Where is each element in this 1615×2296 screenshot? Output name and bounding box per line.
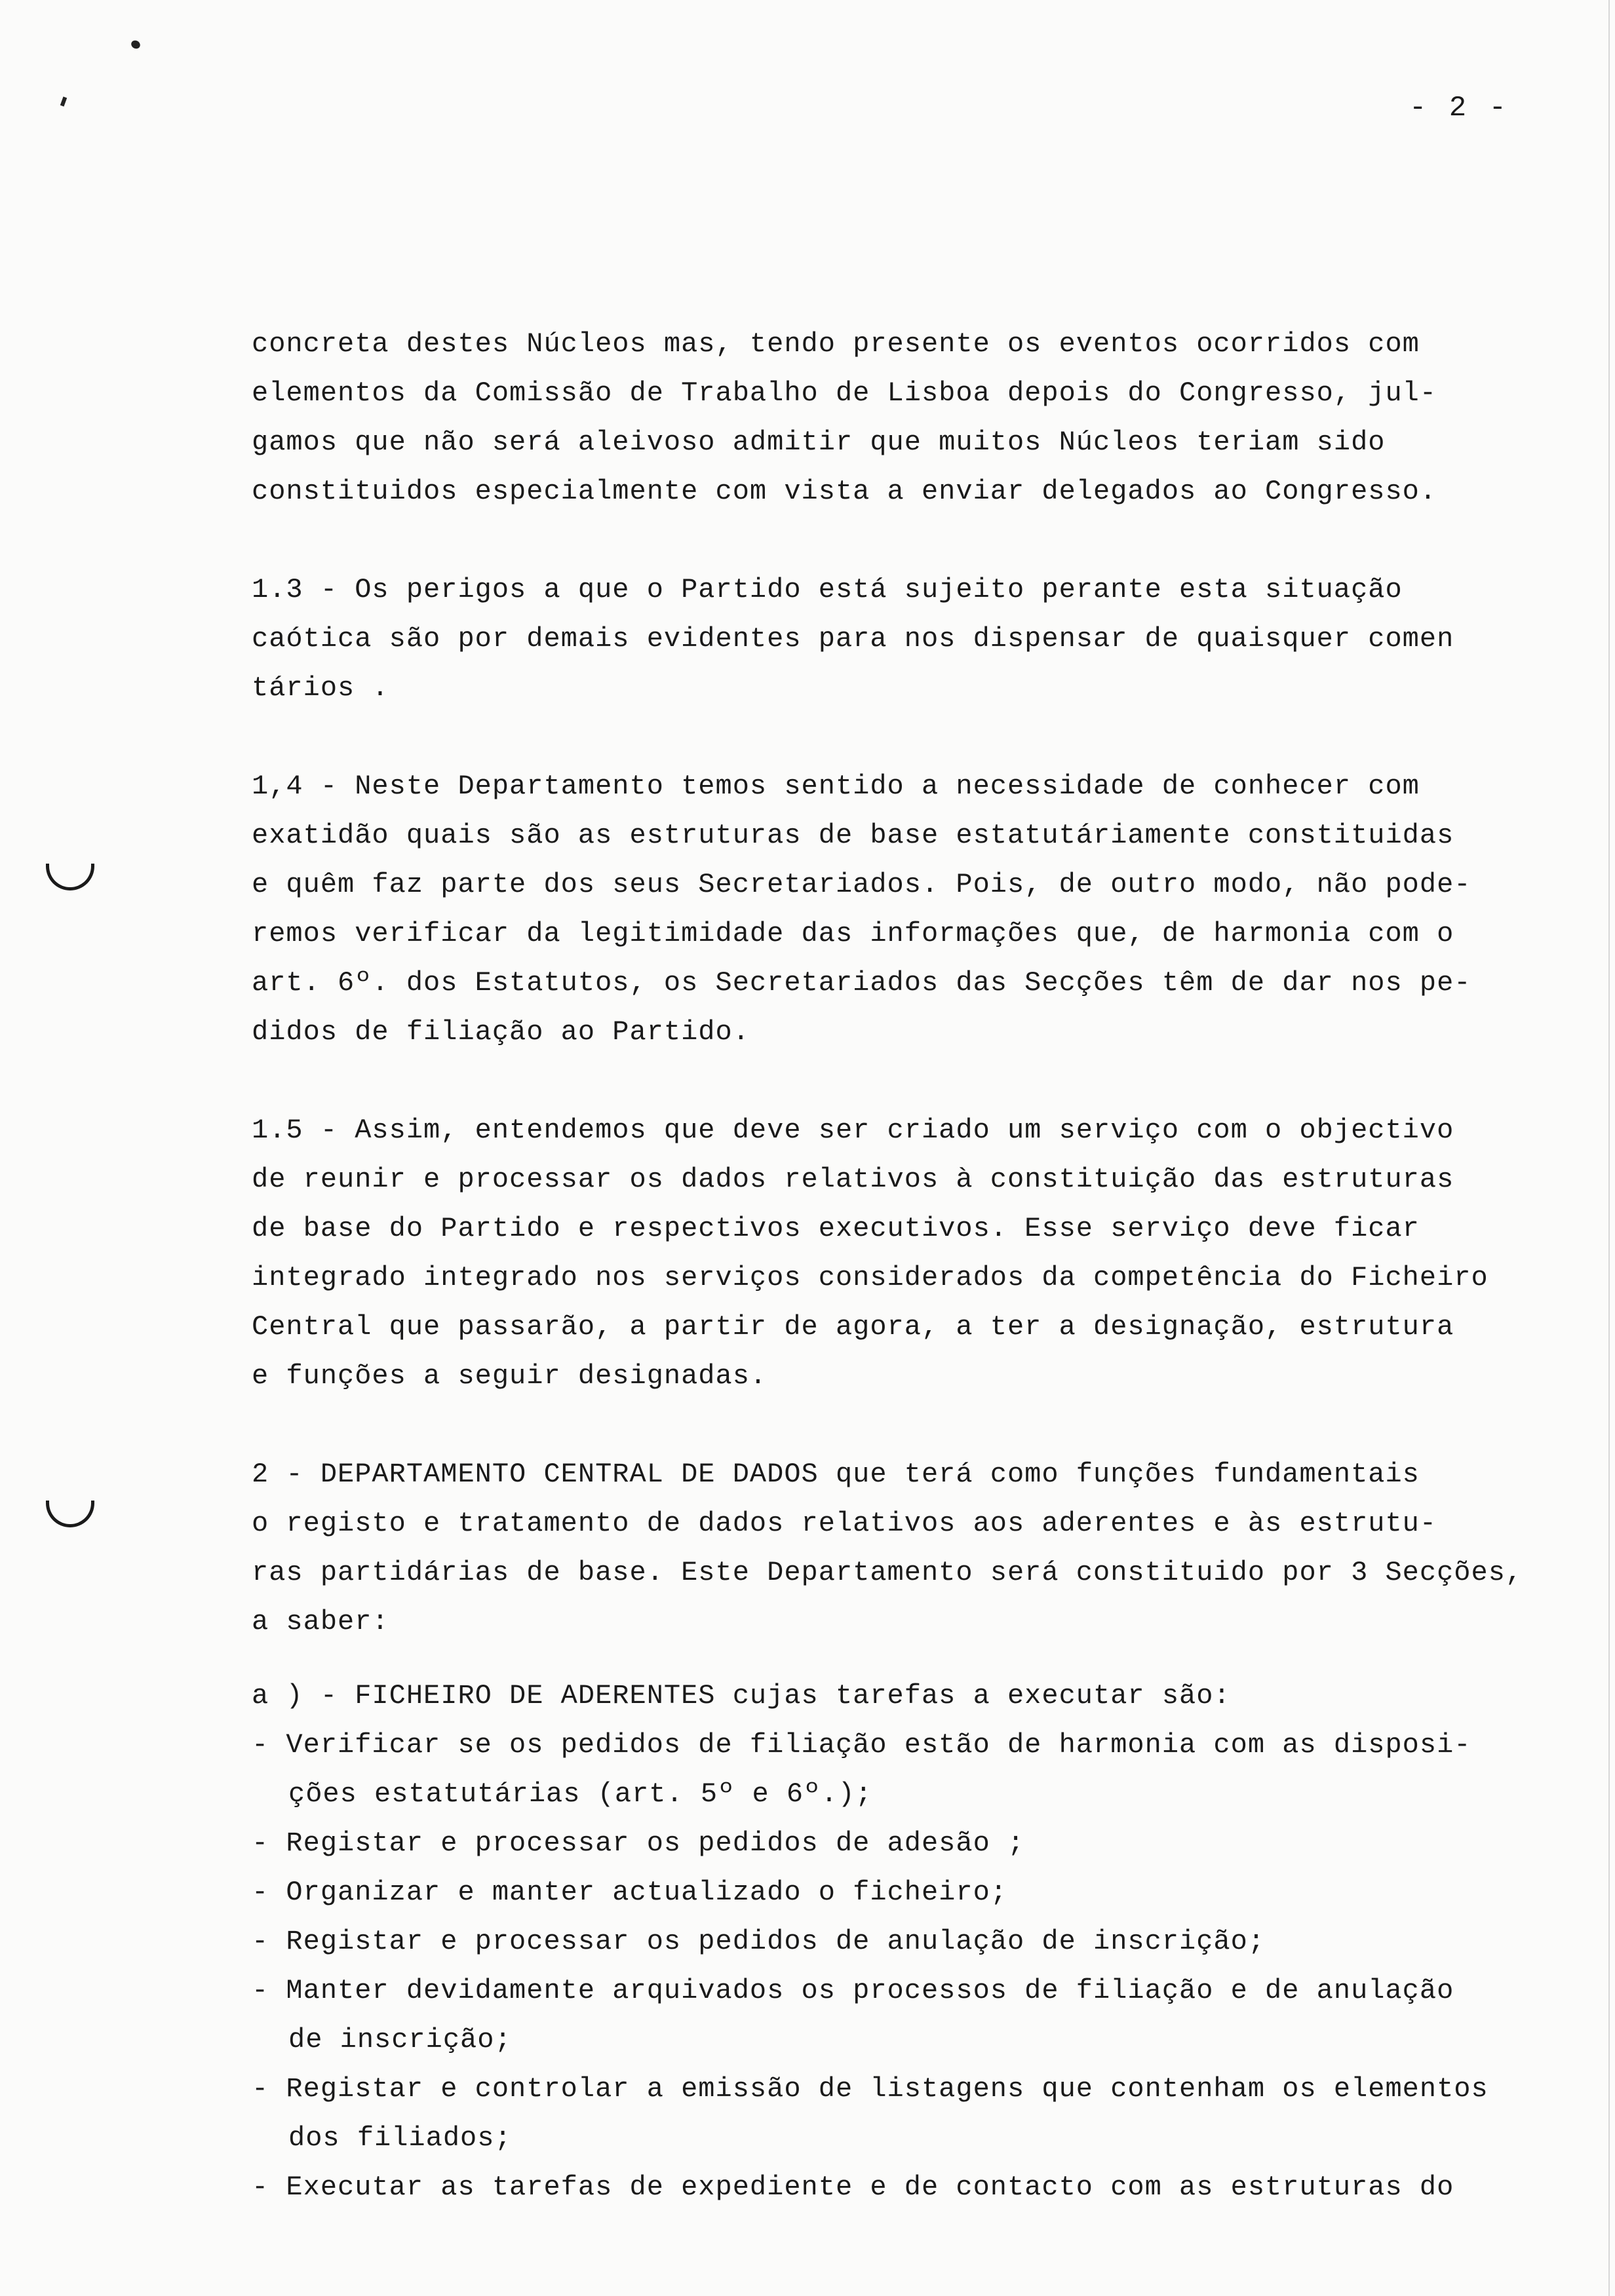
text-line: de base do Partido e respectivos executivos. Esse serviço deve ficar xyxy=(252,1213,1420,1244)
text-line: 1,4 - Neste Departamento temos sentido a necessidade de conhecer com xyxy=(252,771,1420,802)
text-line: constituidos especialmente com vista a enviar delegados ao Congresso. xyxy=(252,476,1437,507)
section-a xyxy=(252,1672,1556,2212)
list-item xyxy=(252,1966,1556,2065)
text-line: 2 - DEPARTAMENTO CENTRAL DE DADOS que terá como funções fundamentais xyxy=(252,1459,1420,1490)
text-line: 1.5 - Assim, entendemos que deve ser criado um serviço com o objectivo xyxy=(252,1115,1454,1146)
text-line: exatidão quais são as estruturas de base estatutáriamente constituidas xyxy=(252,820,1454,851)
page-number: - 2 - xyxy=(1409,92,1509,124)
text-line: a saber: xyxy=(252,1606,389,1637)
text-line: Central que passarão, a partir de agora, a ter a designação, estrutura xyxy=(252,1311,1454,1343)
text-line: 1.3 - Os perigos a que o Partido está sujeito perante esta situação xyxy=(252,574,1403,605)
text-line: - Registar e processar os pedidos de anulação de inscrição; xyxy=(252,1926,1266,1957)
list-item xyxy=(252,1868,1556,1917)
list-item xyxy=(252,1819,1556,1868)
text-line: - Registar e processar os pedidos de adesão ; xyxy=(252,1827,1025,1859)
punch-hole-mark xyxy=(46,864,94,890)
punch-hole-mark xyxy=(46,1501,94,1527)
text-line: ras partidárias de base. Este Departamento será constituido por 3 Secções, xyxy=(252,1557,1523,1588)
text-line: - Organizar e manter actualizado o ficheiro; xyxy=(252,1877,1007,1908)
list-item xyxy=(252,1721,1556,1819)
text-line: - Verificar se os pedidos de filiação estão de harmonia com as disposi- xyxy=(252,1729,1471,1761)
paragraph-1-4 xyxy=(252,762,1556,1057)
text-line: dos filiados; xyxy=(288,2122,512,2154)
text-line: de reunir e processar os dados relativos à constituição das estruturas xyxy=(252,1164,1454,1195)
paragraph-1-5 xyxy=(252,1106,1556,1401)
ink-tick xyxy=(60,96,67,106)
list-item xyxy=(252,2065,1556,2163)
text-line: - Registar e controlar a emissão de listagens que contenham os elementos xyxy=(252,2073,1489,2105)
text-line: remos verificar da legitimidade das informações que, de harmonia com o xyxy=(252,918,1454,949)
text-line: art. 6º. dos Estatutos, os Secretariados das Secções têm de dar nos pe- xyxy=(252,967,1471,999)
paragraph-1 xyxy=(252,320,1556,516)
text-line: ções estatutárias (art. 5º e 6º.); xyxy=(288,1778,872,1810)
text-line: tários . xyxy=(252,672,389,704)
section-heading: a ) - FICHEIRO DE ADERENTES cujas tarefas a executar são: xyxy=(252,1680,1231,1712)
text-line: gamos que não será aleivoso admitir que muitos Núcleos teriam sido xyxy=(252,427,1386,458)
list-item xyxy=(252,1917,1556,1966)
list-item xyxy=(252,2163,1556,2212)
text-line: o registo e tratamento de dados relativos aos aderentes e às estrutu- xyxy=(252,1508,1437,1539)
text-line: - Executar as tarefas de expediente e de contacto com as estruturas do xyxy=(252,2172,1454,2203)
page-edge xyxy=(1608,0,1610,2296)
ink-speck xyxy=(130,39,142,50)
document-body xyxy=(252,320,1556,2212)
paragraph-1-3 xyxy=(252,565,1556,713)
text-line: e funções a seguir designadas. xyxy=(252,1360,768,1392)
text-line: caótica são por demais evidentes para nos dispensar de quaisquer comen xyxy=(252,623,1454,655)
text-line: concreta destes Núcleos mas, tendo presente os eventos ocorridos com xyxy=(252,328,1420,360)
text-line: integrado integrado nos serviços considerados da competência do Ficheiro xyxy=(252,1262,1489,1293)
text-line: de inscrição; xyxy=(288,2024,512,2056)
text-line: didos de filiação ao Partido. xyxy=(252,1016,750,1048)
paragraph-2 xyxy=(252,1450,1556,1647)
text-line: elementos da Comissão de Trabalho de Lisboa depois do Congresso, jul- xyxy=(252,377,1437,409)
text-line: e quêm faz parte dos seus Secretariados. Pois, de outro modo, não pode- xyxy=(252,869,1471,900)
text-line: - Manter devidamente arquivados os processos de filiação e de anulação xyxy=(252,1975,1454,2006)
